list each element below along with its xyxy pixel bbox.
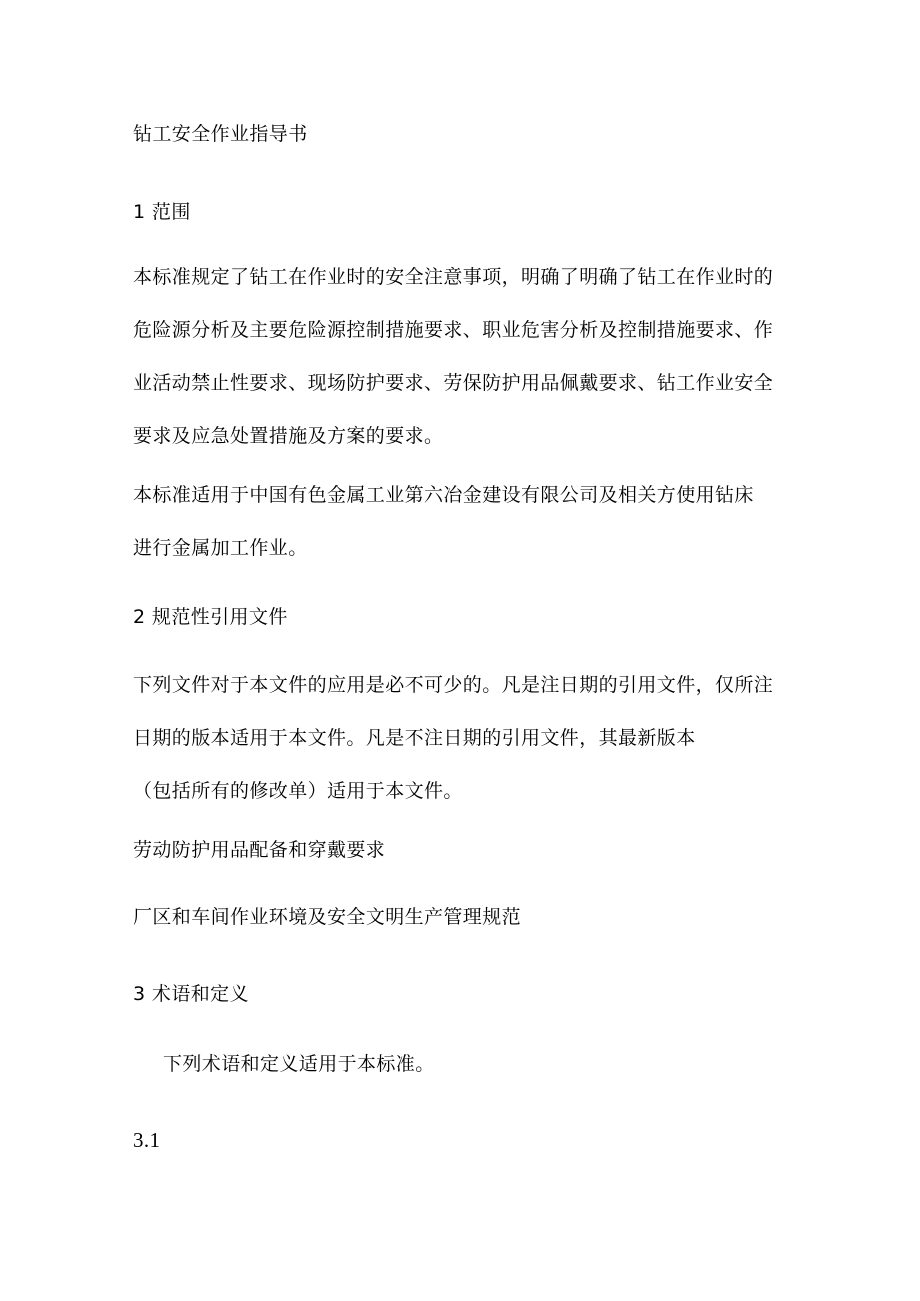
document-title: 钻工安全作业指导书 — [133, 123, 308, 145]
paragraph-line: 本标准规定了钻工在作业时的安全注意事项，明确了明确了钻工在作业时的 — [133, 266, 774, 288]
paragraph-line: （包括所有的修改单）适用于本文件。 — [133, 780, 463, 802]
section-2-heading: 2 规范性引用文件 — [133, 606, 288, 628]
section-2-paragraph — [133, 671, 773, 805]
reference-document-2: 厂区和车间作业环境及安全文明生产管理规范 — [133, 906, 522, 928]
paragraph-line: 下列文件对于本文件的应用是必不可少的。凡是注日期的引用文件，仅所注 — [133, 674, 774, 696]
reference-document-1: 劳动防护用品配备和穿戴要求 — [133, 839, 386, 861]
section-1-heading: 1 范围 — [133, 201, 191, 223]
paragraph-line: 要求及应急处置措施及方案的要求。 — [133, 425, 444, 447]
paragraph-line: 业活动禁止性要求、现场防护要求、劳保防护用品佩戴要求、钻工作业安全 — [133, 372, 774, 394]
section-1-paragraph-2 — [133, 481, 754, 562]
section-1-paragraph-1 — [133, 263, 773, 450]
section-3-heading: 3 术语和定义 — [133, 983, 249, 1005]
paragraph-line: 危险源分析及主要危险源控制措施要求、职业危害分析及控制措施要求、作 — [133, 319, 774, 341]
subsection-3-1-number: 3.1 — [133, 1128, 161, 1152]
paragraph-line: 日期的版本适用于本文件。凡是不注日期的引用文件，其最新版本 — [133, 727, 696, 749]
paragraph-line: 本标准适用于中国有色金属工业第六冶金建设有限公司及相关方使用钻床 — [133, 484, 754, 506]
section-3-intro: 下列术语和定义适用于本标准。 — [163, 1053, 435, 1075]
paragraph-line: 进行金属加工作业。 — [133, 537, 308, 559]
